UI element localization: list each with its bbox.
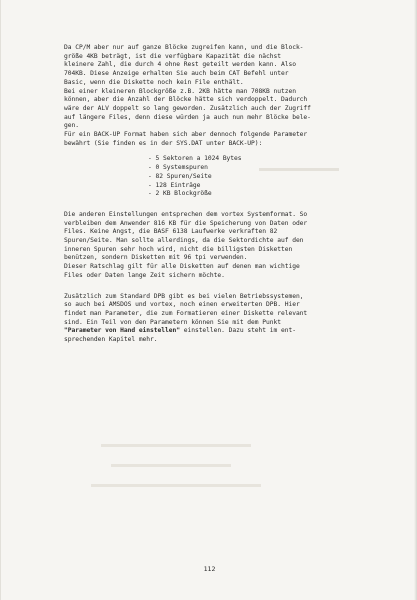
page-body [64, 44, 382, 345]
page-number: 112 [203, 565, 216, 573]
list-item: - 2 KB Blockgröße [148, 190, 212, 198]
list-item: - 128 Einträge [148, 181, 201, 189]
text-line: Spuren/Seite. Man sollte allerdings, da die Sektordichte auf den [64, 237, 304, 245]
text-line: kleinere Zahl, die durch 4 ohne Rest geteilt werden kann. Also [64, 61, 296, 69]
bleed-through-mark [101, 444, 251, 447]
text-line: sind. Ein Teil von den Parametern können Sie mit dem Punkt [64, 318, 281, 326]
paragraph-extended-dpb [64, 293, 382, 345]
bleed-through-mark [91, 484, 261, 487]
list-item: - 82 Spuren/Seite [148, 172, 212, 180]
paragraph-system-format [64, 211, 382, 281]
bold-phrase-parameter-hand: "Parameter von Hand einstellen" [64, 327, 180, 335]
bleed-through-mark [259, 168, 339, 171]
text-after-bold: einstellen. Dazu steht im ent- [179, 327, 296, 335]
text-line: Zusätzlich zum Standard DPB gibt es bei vielen Betriebssystemen, [64, 292, 304, 300]
text-line: können, aber die Anzahl der Blöcke hätte sich verdoppelt. Dadurch [64, 96, 308, 104]
text-line: Files. Keine Angst, die BASF 6138 Laufwerke verkraften 82 [64, 228, 278, 236]
paragraph-block-capacity [64, 44, 382, 148]
text-line: gen. [64, 122, 79, 130]
text-line: so auch bei AMSDOS und vortex, noch einen erweiterten DPB. Hier [64, 301, 300, 309]
text-line: wäre der ALV doppelt so lang geworden. Zusätzlich auch der Zugriff [64, 104, 311, 112]
list-item: - 5 Sektoren a 1024 Bytes [148, 155, 242, 163]
text-line: Dieser Ratschlag gilt für alle Disketten auf denen man wichtige [64, 263, 300, 271]
text-line: Die anderen Einstellungen entsprechen dem vortex Systemformat. So [64, 210, 308, 218]
text-line: findet man Parameter, die zum Formatieren einer Diskette relevant [64, 309, 308, 317]
list-item: - 0 Systemspuren [148, 164, 208, 172]
text-line: Files oder Daten lange Zeit sichern möchte. [64, 271, 225, 279]
text-line: verbleiben dem Anwender 816 KB für die Speicherung von Daten oder [64, 219, 308, 227]
backup-parameter-list [148, 155, 382, 199]
text-line-with-bold [64, 327, 382, 336]
text-line: auf längere Files, denn diese würden ja auch nun mehr Blöcke bele- [64, 113, 311, 121]
text-line: sprechenden Kapitel mehr. [64, 336, 158, 344]
bleed-through-mark [111, 464, 231, 467]
text-line: Da CP/M aber nur auf ganze Blöcke zugreifen kann, und die Block- [64, 44, 304, 51]
text-line: Basic, wenn die Diskette noch kein File enthält. [64, 78, 244, 86]
text-line: Bei einer kleineren Blockgröße z.B. 2KB hätte man 708KB nutzen [64, 87, 296, 95]
text-line: bewährt (Sie finden es in der SYS.DAT unter BACK-UP): [64, 139, 263, 147]
text-line: benützen, sondern Disketten mit 96 tpi verwenden. [64, 254, 248, 262]
text-line: inneren Spuren sehr hoch wird, nicht die billigsten Disketten [64, 245, 293, 253]
text-line: Für ein BACK-UP Format haben sich aber dennoch folgende Parameter [64, 131, 308, 139]
text-line: 704KB. Diese Anzeige erhalten Sie auch beim CAT Befehl unter [64, 70, 289, 78]
text-line: größe 4KB beträgt, ist die verfügbare Kapazität die nächst [64, 52, 281, 60]
